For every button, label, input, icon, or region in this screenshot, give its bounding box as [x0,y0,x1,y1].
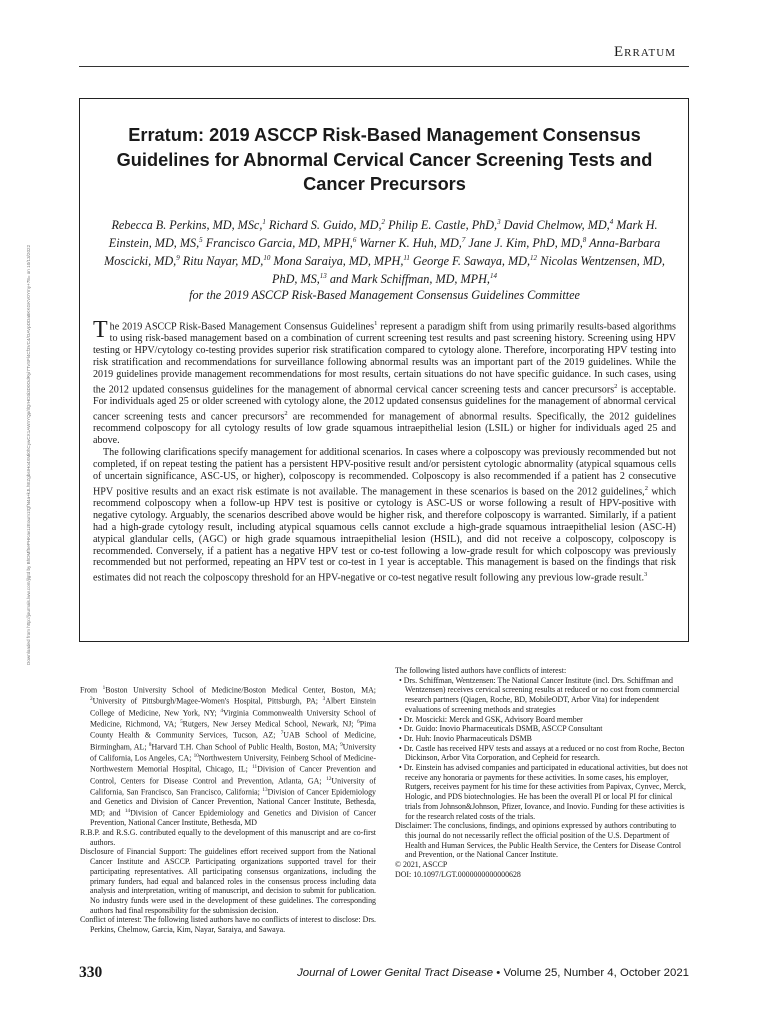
citation-2[interactable]: 2 [614,382,618,390]
affiliation-marker: 12 [530,254,538,263]
header-divider [79,66,689,67]
affiliation-marker: 6 [352,235,357,244]
affiliation-marker: 10 [263,254,271,263]
affiliation-marker: 2 [381,217,386,226]
interests-list [395,676,689,822]
author-name: and Mark Schiffman, MD, MPH, [329,272,490,287]
affiliation-number: 7 [280,730,284,737]
p1-text-b: represent a paradigm shift from using primarily results-based algorithms to using risk-based management based on a combination of current screening test results and past screening history. Screening using HPV testing or HPV/cytology co-testing provides superior risk stratification compared to cytology alone. Therefore, incorporating HPV testing into risk stratification and recommendations for surveillance following abnormal results was an important part of the 2019 guidelines. While the 2019 guidelines provide management recommendations for most results, certain situations do not have specific guidance. In such cases, using the 2012 updated consensus guidelines for the management of abnormal cervical cancer screening tests and cancer precursors [93,321,676,396]
affiliation-marker: 14 [489,272,497,281]
affiliation-number: 13 [262,786,268,793]
p2-text-b: which recommend colposcopy when a follow-up HPV test is positive or cytology is ASC-US or worse following a result of HPV-positive with negative cytology. Arguably, the scenarios described above would be higher risk, and therefore colposcopy is warranted. Similarly, if a patient had a high-grade cytology result, including atypical squamous cells cannot exclude a high-grade squamous intraepithelial lesion (ASC-H) atypical glandular cells, (AGC) or high grade squamous intraepithelial lesion (HSIL), and did not receive a colposcopy, colposcopy is recommended. Conversely, if a patient has a negative HPV test or co-test following a low-grade result for which colposcopy was previously recommended but not performed, repeating an HPV test or co-test in 1 year is acceptable. This management is based on the findings that risk estimates did not reach the colposcopy threshold for an HPV-negative or co-test negative result following any previous low-grade result. [93,485,676,584]
financial-disclosure: Disclosure of Financial Support: The guidelines effort received support from the National Cancer Institute and ASCCP. Participating organizations supported travel for their participating representatives. All participating consensus organizations, including the primary funders, had equal and balanced roles in the consensus process including data analysis and interpretation, writing of manuscript, and decision to submit for publication. No industry funds were used in the development of these guidelines. The corresponding authors had final responsibility for the submission decision. [80,847,376,915]
doi[interactable]: DOI: 10.1097/LGT.0000000000000628 [395,869,521,879]
author-name: Mark H. Einstein, MD, MS, [108,217,658,250]
interest-item: • Drs. Schiffman, Wentzensen: The National Cancer Institute (incl. Drs. Schiffman and Wentzensen) receives cervical screening results at reduced or no cost from commercial research partners (Qiagen, Roche, BD, MobileODT, Arbor Vita) for independent evaluations of screening methods and strategies [399,675,680,714]
affiliation-marker: 13 [319,272,327,281]
interest-item: • Dr. Huh: Inovio Pharmaceuticals DSMB [399,733,532,743]
p2-text-a: The following clarifications specify management for additional scenarios. In cases where a colposcopy was previously recommended but not completed, if on repeat testing the patient has a persistent HPV-positive result and/or persistent cytologic abnormality (atypical squamous cells of uncertain significance, ASC-US, or higher), colposcopy is recommended. Colposcopy is also recommended if a patient has 2 consecutive HPV positive results and an exact risk estimate is not available. The management in these scenarios is based on the 2012 guidelines, [93,446,676,497]
author-name: Rebecca B. Perkins, MD, MSc, [111,217,263,232]
citation-2c[interactable]: 2 [644,484,648,492]
interest-item: • Dr. Moscicki: Merck and GSK, Advisory Board member [399,714,583,724]
affiliation-number: 9 [340,741,343,748]
author-name: Anna-Barbara Moscicki, MD, [104,235,661,269]
affiliations-text: From $^1$Boston University School of Medicine/Boston Medical Center, Boston, MA; $^2$University of Pittsburgh/Magee-Women's Hospital, Pittsburgh, PA; $^3$Albert Einstein College of Medicine, New York, NY; $^4$Virginia Commonwealth University School of Medicine, Richmond, VA; $^5$Rutgers, New Jersey Medical School, Newark, NJ; $^6$Pima County Health & Community Services, Tucson, AZ; $^7$UAB School of Medicine, Birmingham, AL; $^8$Harvard T.H. Chan School of Public Health, Boston, MA; $^9$University of California, Los Angeles, CA; $^{10}$Northwestern University, Feinberg School of Medicine-Northwestern Memorial Hospital, Chicago, IL; $^{11}$Division of Cancer Prevention and Control, Centers for Disease Control and Prevention, Atlanta, GA; $^{12}$University of California, San Francisco, San Francisco, California; $^{13}$Division of Cancer Epidemiology and Genetics and Division of Cancer Prevention, National Cancer Institute, Bethesda, MD; and $^{14}$Division of Cancer Epidemiology and Genetics and Division of Cancer Prevention, National Cancer Institute, Bethesda, MD [80,685,377,828]
body-paragraph-2 [93,447,676,585]
footer-bullet: • [496,967,501,979]
affiliation-number: 1 [102,685,106,691]
author-names [104,218,665,287]
author-name: Jane J. Kim, PhD, MD, [468,235,583,250]
author-name: Mona Saraiya, MD, MPH, [273,254,404,269]
affiliation-number: 14 [124,807,131,814]
affiliation-marker: 9 [176,254,180,263]
author-name: David Chelmow, MD, [503,217,610,232]
interests-intro: The following listed authors have conflicts of interest: [395,666,567,675]
author-list [93,215,676,303]
affiliation-number: 5 [180,718,183,725]
affiliation-number: 10 [193,752,199,759]
affiliation-marker: 3 [497,217,501,226]
affiliation-number: 3 [322,696,326,703]
author-name: Ritu Nayar, MD, [182,254,264,269]
affiliation-marker: 8 [582,235,587,244]
affiliation-marker: 1 [262,217,266,226]
affiliation-number: 8 [148,741,152,748]
citation-2b[interactable]: 2 [284,409,288,417]
affiliation-marker: 7 [461,235,466,244]
drop-cap: T [93,316,108,343]
author-name: Richard S. Guido, MD, [268,217,382,232]
journal-footer [297,967,689,979]
author-name: Warner K. Huh, MD, [359,235,462,250]
volume-info: Volume 25, Number 4, October 2021 [503,967,689,979]
journal-name: Journal of Lower Genital Tract Disease [297,967,494,979]
author-name: George F. Sawaya, MD, [412,254,531,269]
committee-line: for the 2019 ASCCP Risk-Based Management Consensus Guidelines Committee [189,287,580,302]
interest-item: • Dr. Castle has received HPV tests and assays at a reduced or no cost from Roche, Becton Dickinson, Arbor Vita Corporation, and Cepheid for research. [399,743,685,763]
affiliation-number: 4 [220,707,224,714]
affiliation-number: 12 [326,775,332,782]
affiliation-number: 6 [357,718,360,725]
citation-1[interactable]: 1 [374,319,378,327]
author-name: Nicolas Wentzensen, MD, PhD, MS, [272,254,665,287]
contribution-note: R.B.P. and R.S.G. contributed equally to the development of this manuscript and are co-first authors. [80,828,376,847]
download-watermark: Downloaded from http://journals.lww.com/jlgtd by BhDMf5ePHKav1zEoum1tQfN4a+kJLhEZgbsIHo4XMi0hCywCX1AWnYQp/IlQrHD3i3D0OdRyi7TvSFl4Cf3VC4/OAVpDDa8KKGKV0Ymy+78= on 10/13/2022 [26,244,31,665]
disclaimer: Disclaimer: The conclusions, findings, and opinions expressed by authors contributing to this journal do not necessarily reflect the official position of the U.S. Department of Health and Human Services, the Public Health Service, the Centers for Disease Control and Prevention, or the National Cancer Institute. [395,821,682,860]
p1-text-c: is acceptable. For individuals aged 25 or older screened with cytology alone, the 2012 updated consensus guidelines for the management of abnormal cervical cancer screening tests and cancer precursors [93,384,676,423]
article-box [79,98,689,642]
citation-3[interactable]: 3 [644,571,648,579]
article-body [93,318,676,585]
author-name: Philip E. Castle, PhD, [388,217,498,232]
affiliation-marker: 5 [199,235,203,244]
affiliation-marker: 11 [403,254,410,263]
interests-column [395,666,689,879]
p1-text-a: he 2019 ASCCP Risk-Based Management Consensus Guidelines [109,321,375,333]
page-number: 330 [79,964,103,981]
copyright: © 2021, ASCCP [395,860,448,870]
affiliation-number: 11 [252,764,258,771]
p1-text-d: are recommended for management of abnormal results. Specifically, the 2012 guidelines recommend colposcopy for all cytology results of low grade squamous intraepithelial lesion (LSIL) or higher for individuals aged 25 and above. [93,411,676,446]
body-paragraph-1 [93,318,676,447]
affiliation-number: 2 [90,696,93,703]
section-label: Erratum [613,44,676,60]
article-title: Erratum: 2019 ASCCP Risk-Based Management Consensus Guidelines for Abnormal Cervical Cancer Screening Tests and Cancer Precursors [116,125,653,194]
affiliations-column [80,684,376,935]
conflict-statement: Conflict of interest: The following listed authors have no conflicts of interest to disclose: Drs. Perkins, Chelmow, Garcia, Kim, Nayar, Saraiya, and Sawaya. [80,915,376,935]
author-name: Francisco Garcia, MD, MPH, [205,235,353,250]
interest-item: • Dr. Einstein has advised companies and participated in educational activities, but does not receive any honoraria or payments for these activities. In some cases, his employer, Rutgers, receives payment for his time for these activities from Papivax, Cynvec, Merck, Hologic, and PDS biotechnologies. He has been the overall PI or local PI for clinical trials from Johnson&Johnson, Pfizer, Iovance, and Inovio. Funding for these activities is for the research related costs of the trials. [399,763,688,821]
affiliation-marker: 4 [609,217,614,226]
interest-item: • Dr. Guido: Inovio Pharmaceuticals DSMB, ASCCP Consultant [399,724,603,734]
